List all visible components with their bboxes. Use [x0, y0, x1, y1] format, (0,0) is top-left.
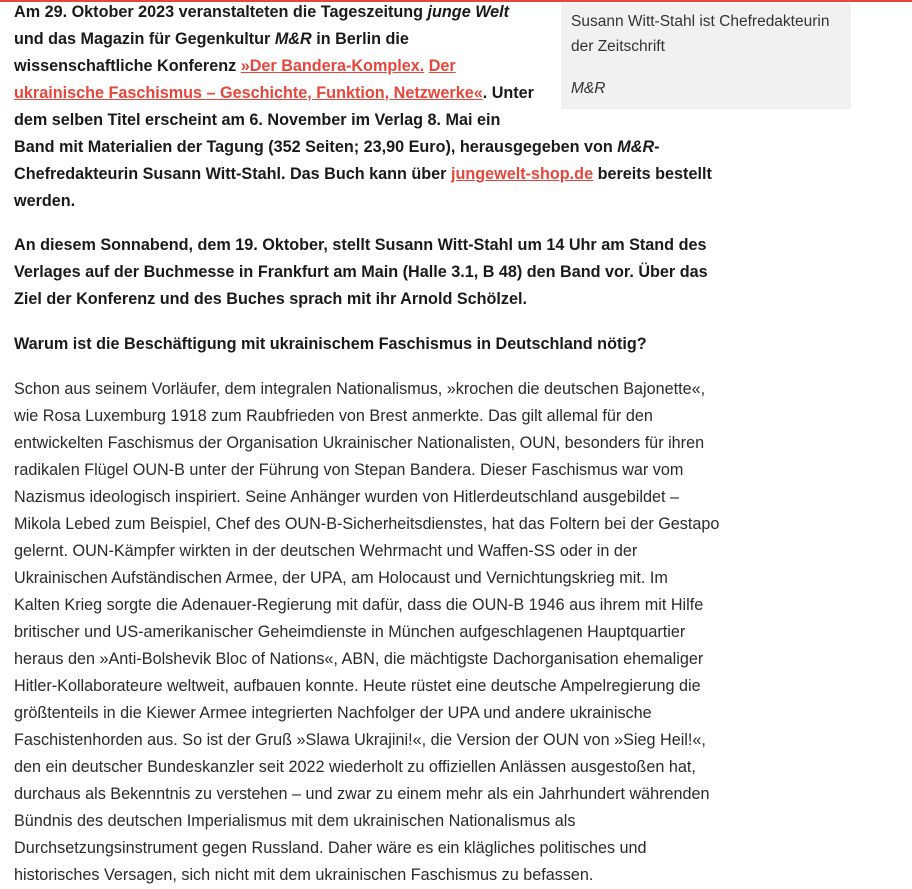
answer-line: Nazismus ideologisch inspiriert. Seine Anhänger wurden von Hitlerdeutschland ausgebildet – — [14, 488, 679, 506]
answer-line: Bündnis des deutschen Imperialismus mit dem ukrainischen Nationalismus als — [14, 812, 576, 830]
intro-line-2: und das Magazin für Gegenkultur M&R in Berlin die — [14, 30, 409, 48]
intro-line-8: werden. — [14, 192, 76, 210]
answer-line: radikalen Flügel OUN-B unter der Führung von Stepan Bandera. Dieser Faschismus war vom — [14, 461, 684, 479]
answer-line: den ein deutscher Bundeskanzler seit 2022 wiederholt zu offiziellen Anlässen ausgestoßen hat, — [14, 758, 696, 776]
answer-line: Mikola Lebed zum Beispiel, Chef des OUN-B-Sicherheitsdienstes, hat das Foltern bei der Gestapo — [14, 515, 720, 533]
answer-line: heraus den »Anti-Bolshevik Bloc of Nations«, ABN, die mächtigste Dachorganisation ehemaliger — [14, 650, 704, 668]
caption-line-1: Susann Witt-Stahl ist Chefredakteurin — [571, 13, 830, 30]
magazine-name-2: M&R — [617, 138, 655, 156]
intro-paragraph — [14, 0, 549, 107]
answer-line: Durchsetzungsinstrument gegen Russland. Daher wäre es ein klägliches politisches und — [14, 839, 647, 857]
conference-link-part-3[interactable]: ukrainische Faschismus – Geschichte, Funktion, Netzwerke« — [14, 84, 483, 102]
event-paragraph — [14, 232, 749, 313]
intro-line-3: wissenschaftliche Konferenz »Der Bandera-Komplex. Der — [14, 57, 456, 75]
caption-line-2: der Zeitschrift — [571, 38, 665, 55]
newspaper-name: junge Welt — [427, 3, 510, 21]
conference-link-part-1[interactable]: »Der Bandera-Komplex. — [240, 57, 425, 75]
answer-line: Ukrainischen Aufständischen Armee, der UPA, am Holocaust und Vernichtungskrieg mit. Im — [14, 569, 668, 587]
answer-line: gelernt. OUN-Kämpfer wirkten in der deutschen Wehrmacht und Waffen-SS oder in der — [14, 542, 638, 560]
answer-line: Kalten Krieg sorgte die Adenauer-Regierung mit dafür, dass die OUN-B 1946 aus ihrem mit Hilfe — [14, 596, 704, 614]
shop-link[interactable]: jungewelt-shop.de — [450, 165, 594, 183]
caption-credit: M&R — [571, 80, 606, 97]
answer-line: durchaus als Bekenntnis zu verstehen – und zwar zu einem mehr als ein Jahrhundert währenden — [14, 785, 710, 803]
intro-line-1: Am 29. Oktober 2023 veranstalteten die Tageszeitung junge Welt — [14, 3, 510, 21]
interview-question: Warum ist die Beschäftigung mit ukrainischem Faschismus in Deutschland nötig? — [14, 335, 647, 353]
answer-line: entwickelten Faschismus der Organisation Ukrainischer Nationalisten, OUN, besonders für ihren — [14, 434, 705, 452]
conference-link-part-2[interactable]: Der — [428, 57, 456, 75]
image-caption — [561, 3, 851, 109]
magazine-name: M&R — [274, 30, 312, 48]
event-line-2: Verlages auf der Buchmesse in Frankfurt am Main (Halle 3.1, B 48) den Band vor. Über das — [14, 263, 708, 281]
caption-text — [571, 9, 841, 59]
intro-paragraph-continued — [14, 107, 749, 215]
answer-line: historisches Versagen, sich nicht mit dem ukrainischen Faschismus zu befassen. — [14, 866, 594, 884]
intro-line-7: Chefredakteurin Susann Witt-Stahl. Das Buch kann über jungewelt-shop.de bereits bestellt — [14, 165, 712, 183]
event-line-3: Ziel der Konferenz und des Buches sprach mit ihr Arnold Schölzel. — [14, 290, 527, 308]
answer-line: Faschistenhorden aus. So ist der Gruß »Slawa Ukrajini!«, die Version der OUN von »Sieg Heil!«, — [14, 731, 706, 749]
intro-line-5: dem selben Titel erscheint am 6. November im Verlag 8. Mai ein — [14, 111, 501, 129]
event-line-1: An diesem Sonnabend, dem 19. Oktober, stellt Susann Witt-Stahl um 14 Uhr am Stand des — [14, 236, 707, 254]
answer-line: britischer und US-amerikanischer Geheimdienste in München aufgeschlagenen Hauptquartier — [14, 623, 686, 641]
answer-line: wie Rosa Luxemburg 1918 zum Raubfrieden von Brest anmerkte. Das gilt allemal für den — [14, 407, 653, 425]
answer-line: größtenteils in die Kiewer Armee integrierten Nachfolger der UPA und andere ukrainische — [14, 704, 652, 722]
answer-line: Schon aus seinem Vorläufer, dem integralen Nationalismus, »krochen die deutschen Bajonette«, — [14, 380, 706, 398]
intro-line-4: ukrainische Faschismus – Geschichte, Funktion, Netzwerke«. Unter — [14, 84, 534, 102]
answer-line: Hitler-Kollaborateure weltweit, aufbauen konnte. Heute rüstet eine deutsche Ampelregierung die — [14, 677, 701, 695]
interview-answer — [14, 376, 749, 889]
intro-line-6: Band mit Materialien der Tagung (352 Seiten; 23,90 Euro), herausgegeben von M&R- — [14, 138, 660, 156]
